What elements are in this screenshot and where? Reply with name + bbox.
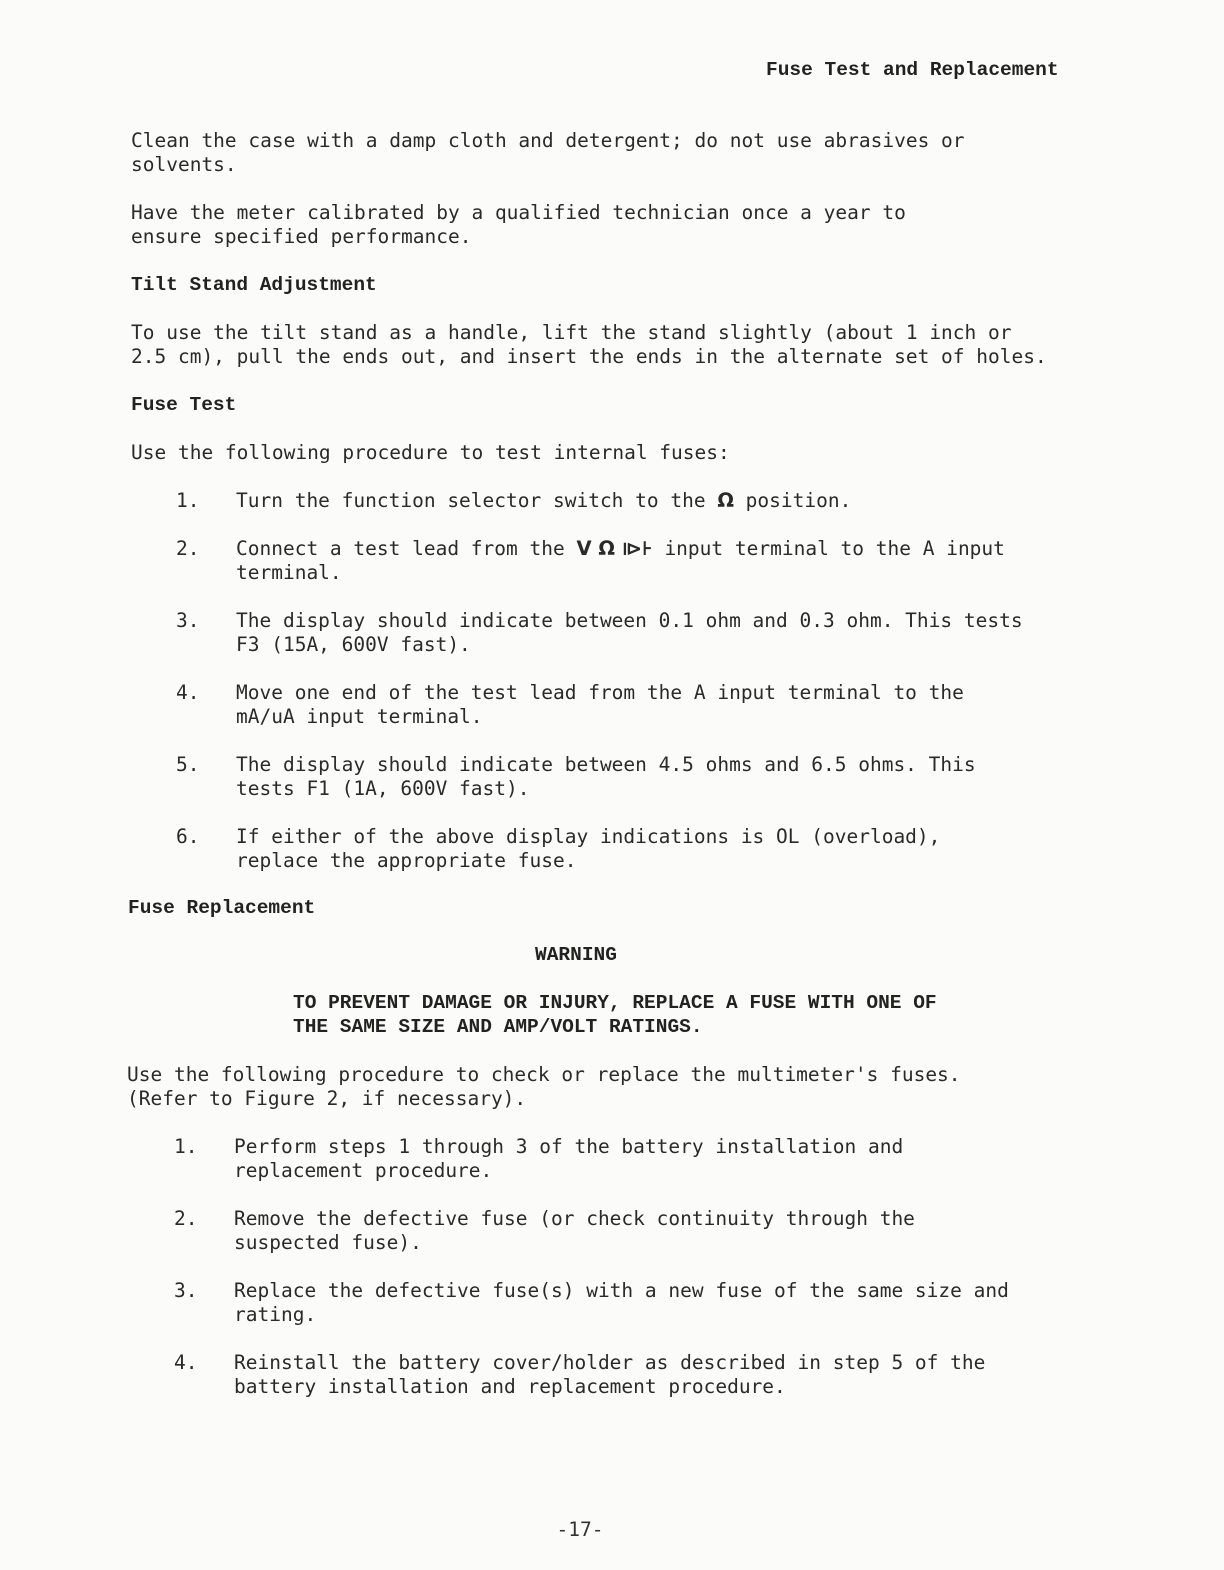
page-number: -17-	[556, 1518, 604, 1541]
step-text: Connect a test lead from the V Ω ⧐⊦ input terminal to the A input terminal.	[236, 537, 1005, 584]
warning-title: WARNING	[535, 944, 617, 966]
ohm-symbol: Ω	[717, 489, 734, 512]
warning-text: TO PREVENT DAMAGE OR INJURY, REPLACE A FUSE WITH ONE OF THE SAME SIZE AND AMP/VOLT RATINGS.	[293, 992, 937, 1038]
step-text: Perform steps 1 through 3 of the battery installation and replacement procedure.	[234, 1135, 904, 1182]
step-text: If either of the above display indications is OL (overload), replace the appropriate fuse.	[236, 825, 941, 872]
tilt-stand-heading: Tilt Stand Adjustment	[131, 274, 377, 296]
step-text: The display should indicate between 4.5 ohms and 6.5 ohms. This tests F1 (1A, 600V fast).	[236, 753, 976, 800]
step-number: 2.	[174, 1207, 198, 1230]
step-text: Remove the defective fuse (or check continuity through the suspected fuse).	[234, 1207, 915, 1254]
step-text: Turn the function selector switch to the Ω position.	[236, 489, 852, 512]
step-text: Reinstall the battery cover/holder as described in step 5 of the battery installation and replacement procedure.	[234, 1351, 986, 1398]
fuse-test-intro: Use the following procedure to test internal fuses:	[131, 441, 730, 464]
step-text: Replace the defective fuse(s) with a new fuse of the same size and rating.	[234, 1279, 1009, 1326]
page-header-title: Fuse Test and Replacement	[766, 59, 1059, 81]
fuse-replacement-intro: Use the following procedure to check or replace the multimeter's fuses. (Refer to Figure 2, if necessary).	[127, 1063, 961, 1110]
volt-ohm-diode-symbol: V Ω ⧐⊦	[576, 537, 653, 560]
step-number: 4.	[176, 681, 200, 704]
step-number: 3.	[176, 609, 200, 632]
step-number: 5.	[176, 753, 200, 776]
step-number: 1.	[174, 1135, 198, 1158]
step-number: 3.	[174, 1279, 198, 1302]
step-number: 4.	[174, 1351, 198, 1374]
step-text: The display should indicate between 0.1 ohm and 0.3 ohm. This tests F3 (15A, 600V fast).	[236, 609, 1023, 656]
tilt-stand-paragraph: To use the tilt stand as a handle, lift the stand slightly (about 1 inch or 2.5 cm), pull the ends out, and insert the ends in the alternate set of holes.	[131, 321, 1047, 368]
calibration-paragraph: Have the meter calibrated by a qualified technician once a year to ensure specified performance.	[131, 201, 906, 248]
cleaning-paragraph: Clean the case with a damp cloth and detergent; do not use abrasives or solvents.	[131, 129, 965, 176]
fuse-test-heading: Fuse Test	[131, 394, 237, 416]
step-number: 1.	[176, 489, 200, 512]
fuse-replacement-heading: Fuse Replacement	[128, 897, 316, 919]
step-number: 6.	[176, 825, 200, 848]
step-number: 2.	[176, 537, 200, 560]
step-text: Move one end of the test lead from the A input terminal to the mA/uA input terminal.	[236, 681, 964, 728]
